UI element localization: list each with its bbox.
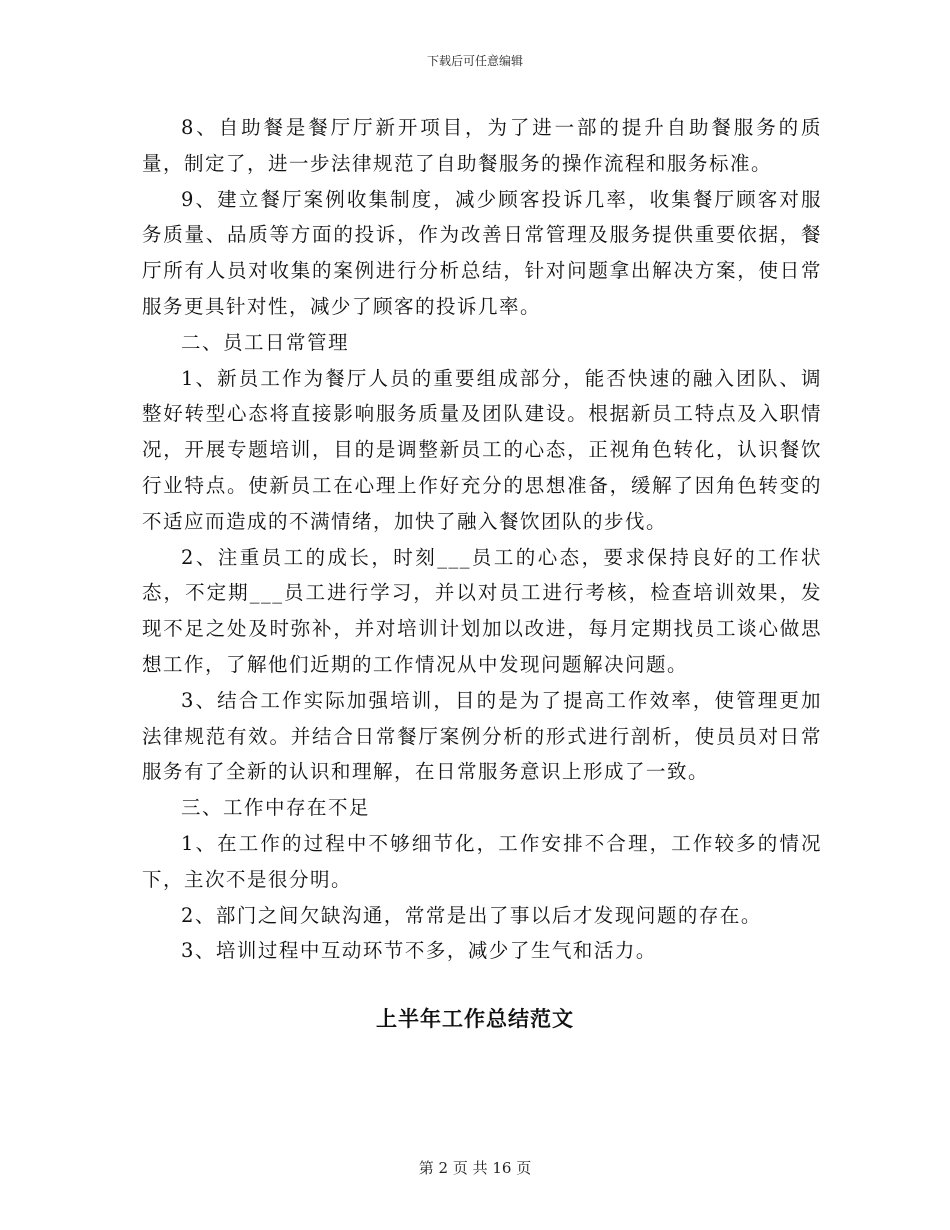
document-body	[142, 110, 822, 969]
page-footer: 第 2 页 共 16 页	[418, 1159, 532, 1177]
paragraph: 2、部门之间欠缺沟通，常常是出了事以后才发现问题的存在。	[181, 903, 762, 927]
section-heading: 三、工作中存在不足	[181, 796, 371, 820]
section-heading: 二、员工日常管理	[181, 330, 350, 354]
page-header: 下载后可任意编辑	[426, 54, 523, 68]
paragraph: 3、结合工作实际加强培训，目的是为了提高工作效率，使管理更加法律规范有效。并结合日常餐厅案例分析的形式进行剖析，使员员对日常服务有了全新的认识和理解，在日常服务意识上形成了一致。	[142, 688, 822, 784]
document-title: 上半年工作总结范文	[376, 1007, 574, 1031]
paragraph: 9、建立餐厅案例收集制度，减少顾客投诉几率，收集餐厅顾客对服务质量、品质等方面的投诉，作为改善日常管理及服务提供重要依据，餐厅所有人员对收集的案例进行分析总结，针对问题拿出解决方案，使日常服务更具针对性，减少了顾客的投诉几率。	[142, 187, 822, 318]
paragraph: 3、培训过程中互动环节不多，减少了生气和活力。	[181, 939, 657, 963]
paragraph: 1、新员工作为餐厅人员的重要组成部分，能否快速的融入团队、调整好转型心态将直接影响服务质量及团队建设。根据新员工特点及入职情况，开展专题培训，目的是调整新员工的心态，正视角色转化，认识餐饮行业特点。使新员工在心理上作好充分的思想准备，缓解了因角色转变的不适应而造成的不满情绪，加快了融入餐饮团队的步伐。	[142, 366, 822, 533]
paragraph: 1、在工作的过程中不够细节化，工作安排不合理，工作较多的情况下，主次不是很分明。	[142, 831, 822, 891]
paragraph: 2、注重员工的成长，时刻___员工的心态，要求保持良好的工作状态，不定期___员工进行学习，并以对员工进行考核，检查培训效果，发现不足之处及时弥补，并对培训计划加以改进，每月定期找员工谈心做思想工作，了解他们近期的工作情况从中发现问题解决问题。	[142, 545, 822, 676]
paragraph: 8、自助餐是餐厅厅新开项目，为了进一部的提升自助餐服务的质量，制定了，进一步法律规范了自助餐服务的操作流程和服务标准。	[142, 116, 822, 175]
